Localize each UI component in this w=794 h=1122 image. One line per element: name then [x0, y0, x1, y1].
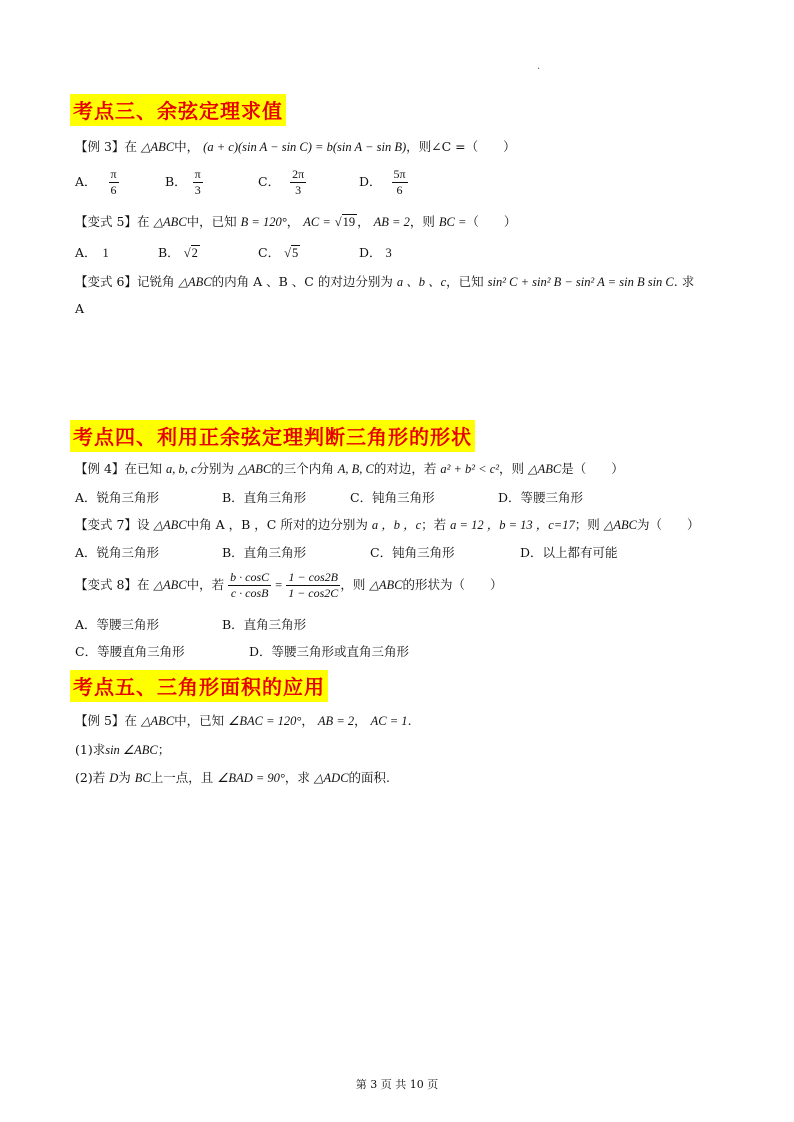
variant-5-option-c: C． √5 [258, 245, 299, 260]
example-4-option-a: A．锐角三角形 [75, 490, 160, 505]
example-5-question: 【例 5】在 △ABC中，已知 ∠BAC = 120°， AB = 2， AC = 1. [75, 713, 412, 728]
example-4-question: 【例 4】在已知 a, b, c分别为 △ABC的三个内角 A, B, C的对边，若 a² + b² < c²，则 △ABC是（ ） [75, 461, 624, 476]
variant-5-option-a: A． 1 [75, 245, 109, 260]
variant-5-question: 【变式 5】在 △ABC中，已知 B = 120°， AC = √19 ， AB = 2，则 BC =（ ） [75, 214, 517, 229]
example-4-option-c: C．钝角三角形 [350, 490, 435, 505]
variant-7-option-d: D．以上都有可能 [520, 545, 618, 560]
variant-5-option-b: B． √2 [158, 245, 198, 260]
example-4-option-b: B．直角三角形 [222, 490, 307, 505]
section-4-heading: 考点四、利用正余弦定理判断三角形的形状 [70, 420, 475, 452]
variant-8-question: 【变式 8】在 △ABC中，若 $\frac{b \cdot \cos C}{c \cdot \cos B}$ = $\frac{1 - \cos 2B}{1 - \cos 2C}$ ，则 △ABC的形状为（ ） [75, 570, 503, 600]
example-3-option-b: B． $\frac{\pi}{3}$ [165, 167, 201, 197]
example-5-part-1: (1)求sin ∠ABC； [75, 742, 171, 757]
variant-7-option-b: B．直角三角形 [222, 545, 307, 560]
variant-8-option-c: C．等腰直角三角形 [75, 644, 185, 659]
variant-8-option-d: D．等腰三角形或直角三角形 [249, 644, 410, 659]
example-3-option-c: C． $\frac{2\pi}{3}$ [258, 167, 305, 197]
example-3-option-d: D． $\frac{5\pi}{6}$ [359, 167, 406, 197]
example-4-option-d: D．等腰三角形 [498, 490, 584, 505]
variant-8-option-a: A．等腰三角形 [75, 617, 160, 632]
variant-7-option-c: C．钝角三角形 [370, 545, 455, 560]
variant-6-question-cont: A [75, 301, 85, 316]
example-3-question: 【例 3】在 △ABC中， (a + c)(sin A − sin C) = b(sin A − sin B)，则∠C =（ ） [75, 139, 516, 154]
variant-5-option-d: D． 3 [359, 245, 392, 260]
section-3-heading: 考点三、余弦定理求值 [70, 94, 286, 126]
example-5-part-2: (2)若 D为 BC上一点，且 ∠BAD = 90°，求 △ADC的面积. [75, 770, 391, 785]
top-mark: · [537, 64, 541, 75]
section-5-heading: 考点五、三角形面积的应用 [70, 670, 328, 702]
variant-8-option-b: B．直角三角形 [222, 617, 307, 632]
example-3-option-a: A． $\frac{\pi}{6}$ [75, 167, 117, 197]
variant-6-question: 【变式 6】记锐角 △ABC的内角 A 、B 、C 的对边分别为 a 、b 、c，已知 sin² C + sin² B − sin² A = sin B sin C. 求 [75, 274, 695, 289]
page-footer: 第 3 页 共 10 页 [355, 1078, 439, 1091]
variant-7-option-a: A．锐角三角形 [75, 545, 160, 560]
variant-7-question: 【变式 7】设 △ABC中角 A ，B ，C 所对的边分别为 a ，b ，c；若 a = 12 ，b = 13 ，c=17；则 △ABC为（ ） [75, 517, 700, 532]
